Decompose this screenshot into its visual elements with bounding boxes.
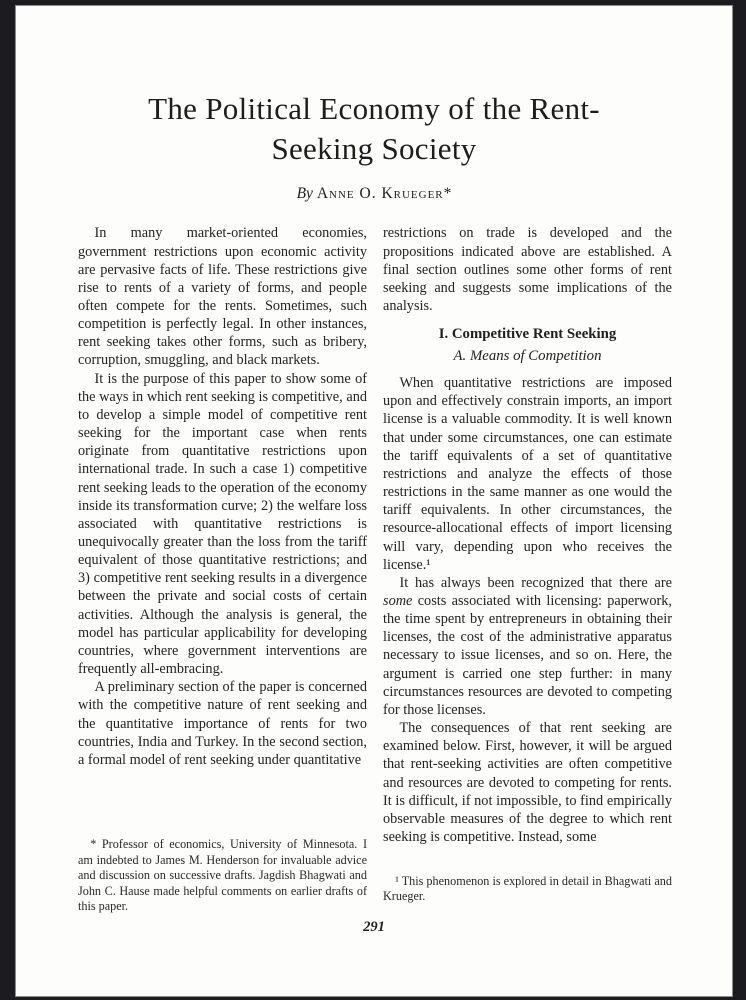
paragraph-preliminary: A preliminary section of the paper is concerned with the competitive nature of rent seeking and the quantitative importance of rents for two countries, India and Turkey. In the second section, a formal model of rent seeking under quantitative	[78, 679, 367, 768]
paragraph-licensing-costs	[383, 574, 672, 719]
article-title: The Political Economy of the Rent-Seeking Society	[148, 91, 600, 166]
paragraph-consequences: The consequences of that rent seeking are examined below. First, however, it will be argued that rent-seeking activities are often competitive and resources are devoted to competing for rents. It is difficult, if not impossible, to find empirically observable measures of the degree to which rent seeking is competitive. Instead, some	[383, 720, 672, 846]
journal-page	[15, 5, 733, 997]
paragraph-licensing-costs-post: costs associated with licensing: paperwork, the time spent by entrepreneurs in obtaining their licenses, the cost of the administrative apparatus necessary to issue licenses, and so on. Here, the argument is carried one step further: in many circumstances resources are devoted to competing for those licenses.	[383, 593, 672, 718]
footnote-1: ¹ This phenomenon is explored in detail in Bhagwati and Krueger.	[383, 873, 672, 903]
left-column	[78, 224, 367, 914]
byline-by: By	[296, 185, 313, 203]
author-affiliation-footnote: * Professor of economics, University of Minnesota. I am indebted to James M. Henderson for invaluable advice and discussion on successive drafts. Jagdish Bhagwati and John C. Hause made helpful comments on earlier drafts of this paper.	[78, 837, 367, 913]
paragraph-purpose: It is the purpose of this paper to show some of the ways in which rent seeking is competitive, and to develop a simple model of competitive rent seeking for the important case when rents originate from quantitative restrictions upon international trade. In such a case 1) competitive rent seeking leads to the operation of the economy inside its transformation curve; 2) the welfare loss associated with quantitative restrictions is unequivocally greater than the loss from the tariff equivalent of those quantitative restrictions; and 3) competitive rent seeking results in a divergence between the private and social costs of certain activities. Although the analysis is general, the model has particular applicability for developing countries, where government interventions are frequently all-embracing.	[78, 370, 367, 678]
paragraph-licensing-costs-emphasis: some	[383, 593, 413, 609]
paragraph-quantitative-restrictions: When quantitative restrictions are imposed upon and effectively constrain imports, an import license is a valuable commodity. It is well known that under some circumstances, one can estimate the tariff equivalents of a set of quantitative restrictions and analyze the effects of those restrictions in the same manner as one would the tariff equivalents. In other circumstances, the resource-allocational effects of import licensing will vary, depending upon who receives the license.¹	[383, 375, 672, 573]
right-column	[383, 224, 672, 914]
subsection-heading: A. Means of Competition	[453, 348, 602, 365]
byline-author: Anne O. Krueger	[316, 185, 444, 203]
two-column-text	[78, 224, 672, 914]
paragraph-intro: In many market-oriented economies, government restrictions upon economic activity are pervasive facts of life. These restrictions give rise to rents of a variety of forms, and people often compete for the rents. Sometimes, such competition is perfectly legal. In other instances, rent seeking takes other forms, such as bribery, corruption, smuggling, and black markets.	[78, 225, 367, 369]
byline-footnote-mark: *	[443, 185, 452, 203]
paragraph-licensing-costs-pre: It has always been recognized that there are	[399, 574, 672, 591]
paragraph-continuation: restrictions on trade is developed and the propositions indicated above are established. A final section outlines some other forms of rent seeking and suggests some implications of the analysis.	[383, 225, 672, 314]
section-heading: I. Competitive Rent Seeking	[438, 326, 617, 343]
byline	[16, 185, 732, 203]
page-number: 291	[363, 919, 385, 936]
